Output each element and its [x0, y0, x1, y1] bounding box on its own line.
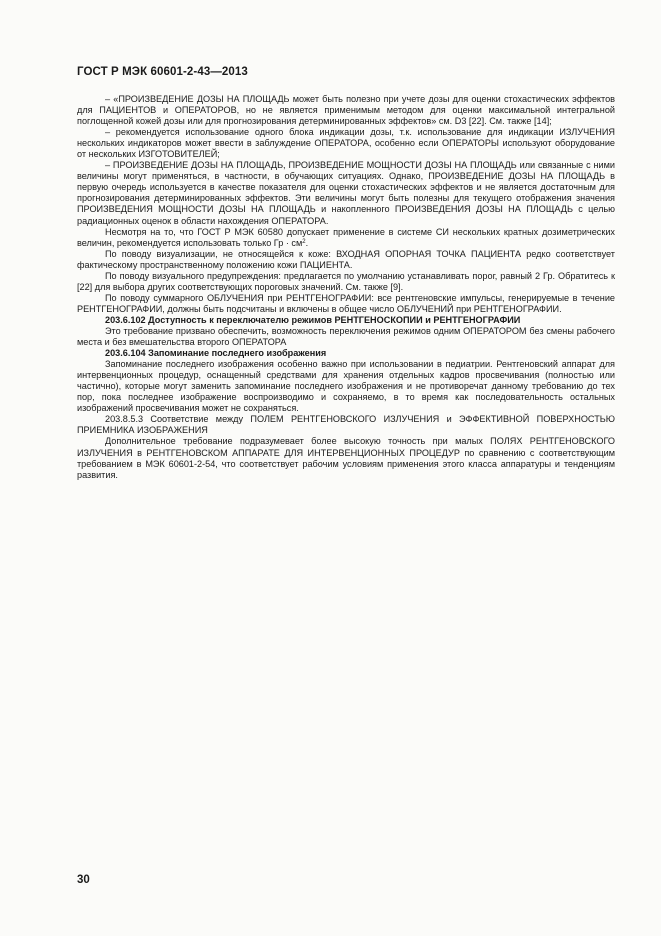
paragraph-visualization: По поводу визуализации, не относящейся к коже: ВХОДНАЯ ОПОРНАЯ ТОЧКА ПАЦИЕНТА редко соответствует фактическому пространственному положению кожи ПАЦИЕНТА.	[77, 248, 615, 270]
si-units-end: .	[305, 237, 309, 248]
paragraph-total-exposure: По поводу суммарного ОБЛУЧЕНИЯ при РЕНТГЕНОГРАФИИ: все рентгеновские импульсы, генерируемые в течение РЕНТГЕНОГРАФИИ, должны быть подсчитаны и включены в общее число ОБЛУЧЕНИЙ при РЕНТГЕНОГРАФИИ.	[77, 292, 615, 314]
section-text-104: Запоминание последнего изображения особенно важно при использовании в педиатрии. Рентгеновский аппарат для интервенционных процедур, оснащенный средствами для хранения отдельных кадров просвечивания (полностью или частично), которые могут заменить запоминание последнего изображения и не противоречат данному требованию до тех пор, пока последнее изображение воспроизводимо и сохраняемо, в то время как последовательность остальных изображений просвечивания может не сохраняться.	[77, 359, 615, 414]
paragraph-si-units	[77, 227, 615, 249]
paragraph-single-indicator: – рекомендуется использование одного блока индикации дозы, т.к. использование для индикации ИЗЛУЧЕНИЯ нескольких индикаторов может ввести в заблуждение ОПЕРАТОРА, особенно если ОПЕРАТОРЫ используют оборудование от нескольких ИЗГОТОВИТЕЛЕЙ;	[77, 127, 615, 160]
page-number: 30	[77, 874, 90, 886]
section-text-853: Дополнительное требование подразумевает более высокую точность при малых ПОЛЯХ РЕНТГЕНОВСКОГО ИЗЛУЧЕНИЯ в РЕНТГЕНОВСКОМ АППАРАТЕ ДЛЯ ИНТЕРВЕНЦИОННЫХ ПРОЦЕДУР по сравнению с соответствующим требованием в МЭК 60601-2-54, что соответствует рабочим условиям применения этого класса аппаратуры и тенденциям развития.	[77, 436, 615, 480]
section-heading-853: 203.8.5.3 Соответствие между ПОЛЕМ РЕНТГЕНОВСКОГО ИЗЛУЧЕНИЯ и ЭФФЕКТИВНОЙ ПОВЕРХНОСТЬЮ ПРИЕМНИКА ИЗОБРАЖЕНИЯ	[77, 414, 615, 436]
superscript-two: 2	[302, 238, 306, 245]
page-header: ГОСТ Р МЭК 60601-2-43—2013	[77, 66, 248, 78]
paragraph-visual-warning: По поводу визуального предупреждения: предлагается по умолчанию устанавливать порог, равный 2 Гр. Обратитесь к [22] для выбора других соответствующих пороговых значений. См. также [9].	[77, 270, 615, 292]
section-heading-102: 203.6.102 Доступность к переключателю режимов РЕНТГЕНОСКОПИИ и РЕНТГЕНОГРАФИИ	[105, 314, 521, 325]
page-body	[77, 94, 615, 481]
si-units-text: Несмотря на то, что ГОСТ Р МЭК 60580 допускает применение в системе СИ нескольких кратных дозиметрических величин, рекомендуется использовать только Гр · см	[77, 226, 615, 248]
paragraph-dap-usage: – ПРОИЗВЕДЕНИЕ ДОЗЫ НА ПЛОЩАДЬ, ПРОИЗВЕДЕНИЕ МОЩНОСТИ ДОЗЫ НА ПЛОЩАДЬ или связанные с ними величины могут применяться, в частности, в обучающих ситуациях. Однако, ПРОИЗВЕДЕНИЕ ДОЗЫ НА ПЛОЩАДЬ в первую очередь используется в качестве показателя для оценки стохастических эффектов и не является достаточным для прогнозирования детерминированных эффектов. Эти величины могут быть полезны для текущего отображения значения ПРОИЗВЕДЕНИЯ МОЩНОСТИ ДОЗЫ НА ПЛОЩАДЬ и накопленного ПРОИЗВЕДЕНИЯ ДОЗЫ НА ПЛОЩАДЬ с целью радиационных оценок в области нахождения ОПЕРАТОРА.	[77, 160, 615, 226]
section-heading-104: 203.6.104 Запоминание последнего изображения	[105, 348, 327, 359]
paragraph-dap-quote: – «ПРОИЗВЕДЕНИЕ ДОЗЫ НА ПЛОЩАДЬ может быть полезно при учете дозы для оценки стохастических эффектов для ПАЦИЕНТОВ и ОПЕРАТОРОВ, но не является применимым методом для оценки максимальной интегральной поглощенной кожей дозы или для прогнозирования детерминированных эффектов» см. D3 [22]. См. также [14];	[77, 94, 615, 127]
section-text-102: Это требование призвано обеспечить, возможность переключения режимов одним ОПЕРАТОРОМ без смены рабочего места и без вмешательства второго ОПЕРАТОРА	[77, 325, 615, 348]
